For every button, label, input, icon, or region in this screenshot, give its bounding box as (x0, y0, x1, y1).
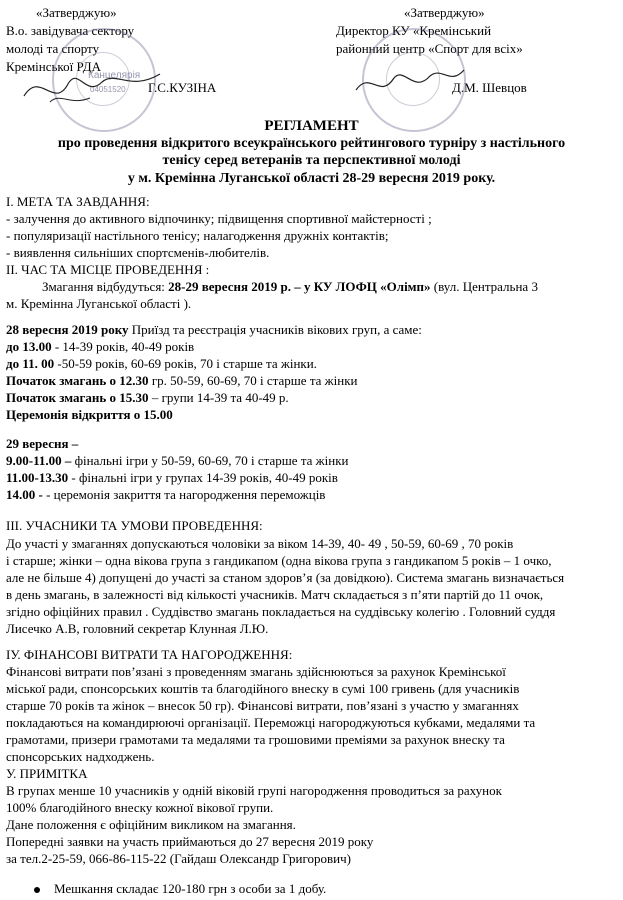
schedule-text: фінальні ігри у 50-59, 60-69, 70 і старше та жінки (71, 453, 349, 468)
title-line: тенісу серед ветеранів та перспективної молоді (162, 153, 461, 168)
bullet-text: Мешкання складає 120-180 грн з особи за 1 добу. (54, 881, 327, 896)
title-line: про проведення відкритого всеукраїнського рейтингового турніру з настільного (57, 136, 566, 151)
right-approval-header: «Затверджую» (404, 5, 485, 20)
paragraph-line: старше 70 років та жінок – внесок 50 гр). Фінансові витрати, пов’язані з участю у змаганнях (6, 698, 519, 713)
paragraph-line: До участі у змаганнях допускаються чоловіки за віком 14-39, 40- 49 , 50-59, 60-69 , 70 років (6, 536, 514, 551)
title-line: у м. Кремінна Луганської області 28-29 вересня 2019 року. (127, 171, 496, 186)
section-heading: ІІ. ЧАС ТА МІСЦЕ ПРОВЕДЕННЯ : (6, 262, 210, 277)
paragraph-line: Дане положення є офіційним викликом на змагання. (6, 817, 296, 832)
schedule-text: - 14-39 років, 40-49 років (51, 339, 195, 354)
paragraph-line: спонсорських надходжень. (6, 749, 155, 764)
schedule-row (6, 373, 358, 388)
paragraph-line: Попередні заявки на участь приймаються до 27 вересня 2019 року (6, 834, 374, 849)
schedule-row (6, 339, 194, 354)
venue-line: м. Кремінна Луганської області ). (6, 296, 192, 311)
bullet-icon (34, 887, 40, 893)
paragraph-line: за тел.2-25-59, 066-86-115-22 (Гайдаш Олександр Григорович) (6, 851, 351, 866)
schedule-time: Початок змагань о 15.30 (6, 390, 149, 405)
schedule-row (6, 390, 289, 405)
right-approval-line: Директор КУ «Кремінський (336, 23, 492, 38)
right-signature-name: Д.М. Шевцов (452, 80, 527, 95)
section-heading: ІІІ. УЧАСНИКИ ТА УМОВИ ПРОВЕДЕННЯ: (6, 518, 263, 533)
left-approval-header: «Затверджую» (36, 5, 117, 20)
paragraph-line: в день змагань, в залежності від кількості учасників. Матч складається з п’яти партій до 11 очок, (6, 587, 544, 602)
list-item: - популяризації настільного тенісу; налагодження дружніх контактів; (6, 228, 389, 243)
venue-line (42, 279, 538, 294)
day1-text: Приїзд та реєстрація учасників вікових груп, а саме: (128, 322, 422, 337)
list-item: - виявлення сильніших спортсменів-любителів. (6, 245, 270, 260)
schedule-time: до 13.00 (6, 339, 52, 354)
schedule-row (6, 407, 173, 422)
section-heading: У. ПРИМІТКА (6, 766, 88, 781)
left-approval-line: В.о. завідувача сектору (6, 23, 135, 38)
venue-prefix: Змагання відбудуться: (42, 279, 169, 294)
paragraph-line: В групах менше 10 учасників у одній віковій групі нагородження проводиться за рахунок (6, 783, 502, 798)
signature-left (20, 62, 170, 112)
paragraph-line: 100% благодійного внеску кожної вікової групи. (6, 800, 274, 815)
left-signature-name: Г.С.КУЗІНА (148, 80, 217, 95)
paragraph-line: покладаються на командирюючі організації. Переможці нагороджуються кубками, медалями та (6, 715, 536, 730)
schedule-time: Початок змагань о 12.30 (6, 373, 149, 388)
schedule-time: до 11. 00 (6, 356, 55, 371)
stamp-number: 04051520 (90, 85, 126, 94)
venue-address: (вул. Центральна 3 (430, 279, 538, 294)
day1-date: 28 вересня 2019 року (6, 322, 129, 337)
schedule-row (6, 356, 317, 371)
bullet-item (34, 881, 326, 896)
schedule-row (6, 470, 338, 485)
schedule-text: – групи 14-39 та 40-49 р. (148, 390, 289, 405)
paragraph-line: міської ради, спонсорських коштів та благодійного внеску в сумі 100 гривень (для учасників (6, 681, 520, 696)
schedule-text: - фінальні ігри у групах 14-39 років, 40-49 років (68, 470, 338, 485)
venue-dates: 28-29 вересня 2019 р. – у КУ ЛОФЦ «Олімп» (168, 279, 431, 294)
paragraph-line: грамотами, призери грамотами та медалями та грошовими преміями за рахунок внеску та (6, 732, 505, 747)
section-heading: ІУ. ФІНАНСОВІ ВИТРАТИ ТА НАГОРОДЖЕННЯ: (6, 647, 293, 662)
stamp-label: Канцелярія (88, 70, 141, 81)
paragraph-line: але не більше 4) допущені до участі за станом здоров’я (за довідкою). Система змагань визначається (6, 570, 565, 585)
schedule-text: гр. 50-59, 60-69, 70 і старше та жінки (148, 373, 358, 388)
schedule-row (6, 453, 349, 468)
schedule-time: Церемонія відкриття о 15.00 (6, 407, 173, 422)
paragraph-line: Лисечко А.В, головний секретар Клунная Л.Ю. (6, 621, 269, 636)
day2-date: 29 вересня – (6, 436, 79, 451)
signature-right (350, 60, 470, 110)
paragraph-line: згідно офіційних правил . Суддівство змагань покладається на суддівську колегію . Головний суддя (6, 604, 556, 619)
schedule-text: - церемонія закриття та нагородження переможців (46, 487, 326, 502)
schedule-time: 11.00-13.30 (6, 470, 69, 485)
schedule-text: -50-59 років, 60-69 років, 70 і старше та жінки. (54, 356, 317, 371)
schedule-row (6, 487, 325, 502)
day1-line (6, 322, 422, 337)
section-heading: І. МЕТА ТА ЗАВДАННЯ: (6, 194, 150, 209)
left-approval-line: молоді та спорту (6, 41, 100, 56)
document-heading: РЕГЛАМЕНТ (264, 118, 359, 134)
schedule-time: 9.00-11.00 – (6, 453, 72, 468)
left-approval-line: Кремінської РДА (6, 59, 101, 74)
right-approval-line: районний центр «Спорт для всіх» (336, 41, 523, 56)
paragraph-line: і старше; жінки – одна вікова група з гандикапом (одна вікова група з гандикапом 5 років – 1 очко, (6, 553, 552, 568)
list-item: - залучення до активного відпочинку; підвищення спортивної майстерності ; (6, 211, 432, 226)
schedule-time: 14.00 - (6, 487, 47, 502)
paragraph-line: Фінансові витрати пов’язані з проведенням змагань здійснюються за рахунок Кремінської (6, 664, 506, 679)
